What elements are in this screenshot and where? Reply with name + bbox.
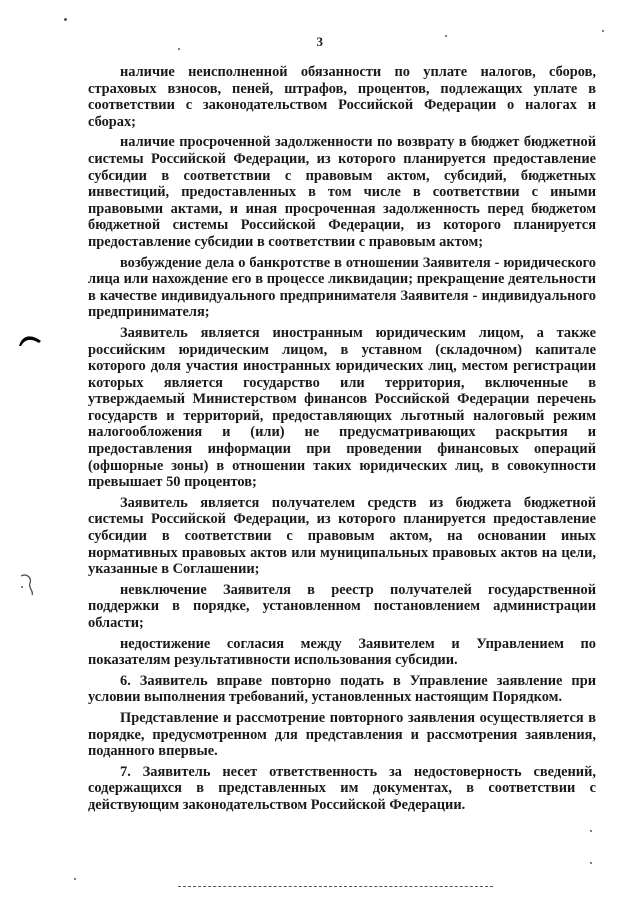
paragraph: Представление и рассмотрение повторного заявления осуществляется в порядке, предусмотренном для представления и рассмотрения заявления, поданного впервые. [88, 709, 596, 760]
paragraph: возбуждение дела о банкротстве в отношении Заявителя - юридического лица или нахождение его в процессе ликвидации; прекращение деятельности в качестве индивидуального предпринимателя Заявителя - индивидуального предпринимателя; [88, 254, 596, 321]
page-number: 3 [316, 34, 324, 49]
paragraph: 6. Заявитель вправе повторно подать в Управление заявление при условии выполнения требований, установленных настоящим Порядком. [88, 672, 596, 706]
paragraph: наличие просроченной задолженности по возврату в бюджет бюджетной системы Российской Федерации, из которого планируется предоставление субсидии в соответствии с правовым актом, субсидий, бюджетных инвестиций, предоставленных в том числе в соответствии с иными правовыми актами, и иная просроченная задолженность перед бюджетом бюджетной системы Российской Федерации, из которого планируется предоставление субсидии в соответствии с правовым актом; [88, 134, 596, 250]
paragraph: наличие неисполненной обязанности по уплате налогов, сборов, страховых взносов, пеней, штрафов, процентов, подлежащих уплате в соответствии с законодательством Российской Федерации о налогах и сборах; [88, 64, 596, 130]
paragraph: невключение Заявителя в реестр получателей государственной поддержки в порядке, установленном постановлением администрации области; [88, 581, 596, 631]
paragraph: 7. Заявитель несет ответственность за недостоверность сведений, содержащихся в представленных им документах, в соответствии с действующим законодательством Российской Федерации. [88, 763, 596, 813]
document-body [88, 64, 596, 818]
bottom-dashed-line [178, 886, 493, 887]
paragraph: Заявитель является получателем средств из бюджета бюджетной системы Российской Федерации, из которого планируется предоставление субсидии в соответствии с правовым актом, на основании иных нормативных правовых актов или муниципальных правовых актов на цели, указанные в Соглашении; [88, 494, 596, 578]
paragraph: Заявитель является иностранным юридическим лицом, а также российским юридическим лицом, в уставном (складочном) капитале которого доля участия иностранных юридических лиц, местом регистрации которых является государство или территория, включенные в утверждаемый Министерством финансов Российской Федерации перечень государств и территорий, предоставляющих льготный налоговый режим налогообложения и (или) не предусматривающих раскрытия и предоставления информации при проведении финансовых операций (офшорные зоны) в отношении таких юридических лиц, в совокупности превышает 50 процентов; [88, 324, 596, 491]
paragraph: недостижение согласия между Заявителем и Управлением по показателям результативности использования субсидии. [88, 635, 596, 669]
scan-artifact-blob [18, 333, 42, 347]
scan-artifact-squiggle [18, 570, 40, 598]
